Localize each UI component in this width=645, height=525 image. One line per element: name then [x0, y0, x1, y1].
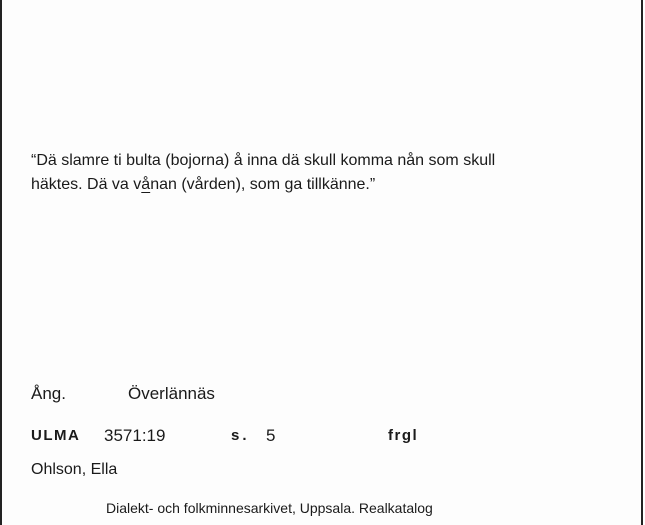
- bleed-through-text: [10, 10, 630, 32]
- ulma-number: 3571:19: [104, 426, 166, 445]
- page-value: 5: [266, 426, 276, 445]
- ang-value: Överlännäs: [128, 384, 215, 403]
- category-label: frgl: [388, 427, 419, 444]
- quote-underlined-letter: å: [141, 176, 151, 193]
- archive-footer: Dialekt- och folkminnesarkivet, Uppsala. Realkatalog: [106, 500, 433, 516]
- page-label: s.: [231, 427, 250, 444]
- bleed-through-text: [10, 36, 630, 58]
- quote-text: [31, 149, 621, 197]
- informant-name: Ohlson, Ella: [31, 461, 118, 478]
- quote-line-1: “Dä slamre ti bulta (bojorna) å inna dä skull komma nån som skull: [31, 152, 496, 169]
- quote-line-2-start: häktes. Dä va v: [31, 176, 142, 193]
- quote-line-2-end: nan (vården), som ga tillkänne.”: [150, 176, 376, 193]
- ang-label: Ång.: [31, 384, 66, 403]
- ulma-label: ULMA: [31, 427, 81, 444]
